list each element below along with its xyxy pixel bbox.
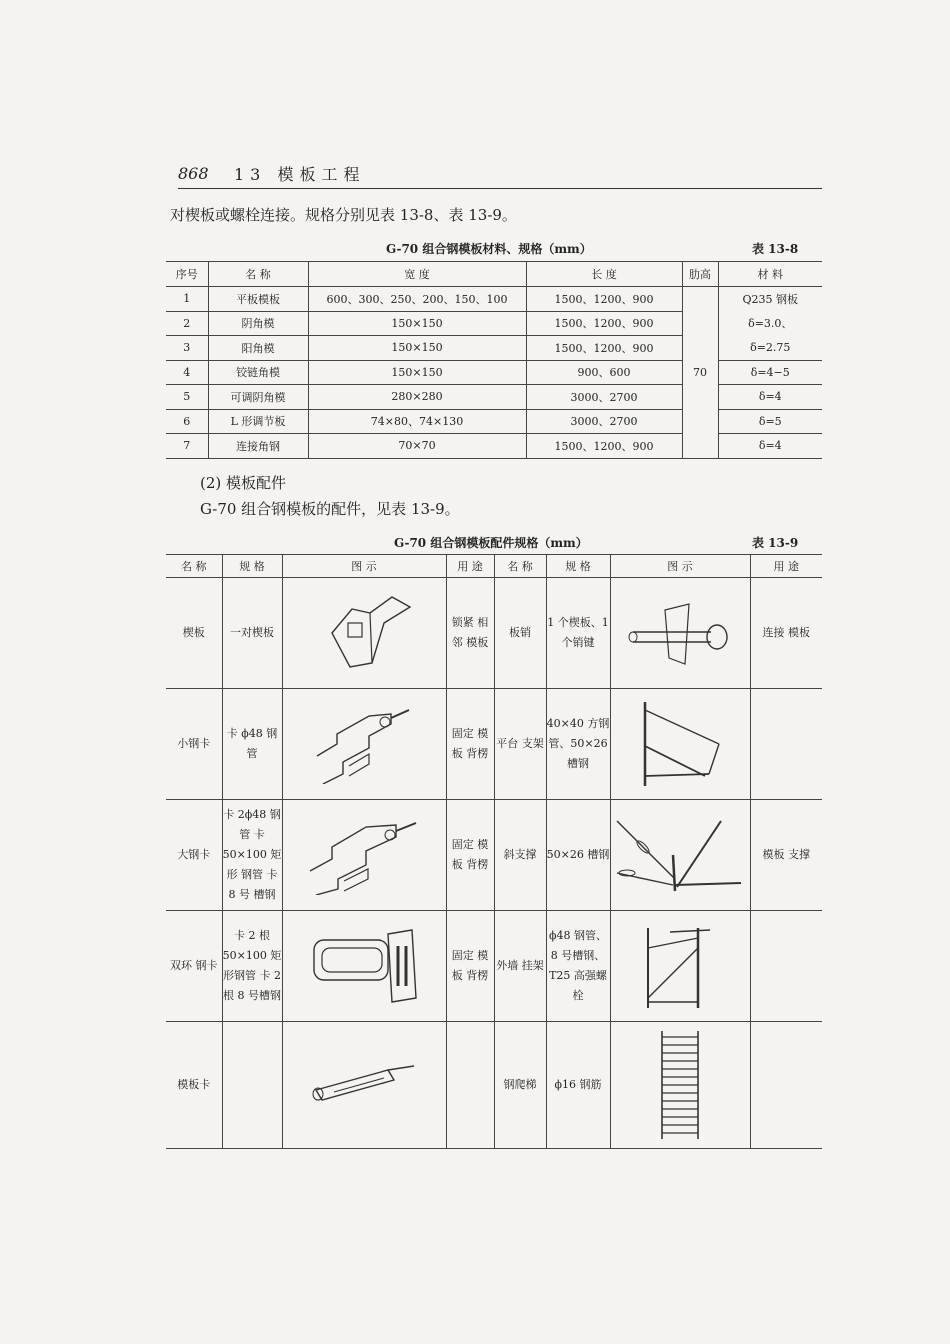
cell-length: 1500、1200、900	[526, 434, 682, 459]
cell-use	[446, 1022, 494, 1149]
cell-width: 600、300、250、200、150、100	[308, 287, 526, 312]
cell-no: 2	[166, 311, 208, 336]
cell-use: 锁紧 相邻 模板	[446, 578, 494, 689]
page-number: 868	[178, 164, 209, 183]
cell-name: 斜支撑	[494, 800, 546, 911]
header-cell: 序号	[166, 262, 208, 287]
cell-material: δ=4	[718, 434, 822, 459]
cell-no: 7	[166, 434, 208, 459]
section-text: G-70 组合钢模板的配件，见表 13-9。	[200, 500, 460, 518]
table-row	[166, 287, 822, 312]
section-title: (2) 模板配件	[200, 474, 287, 492]
cell-width: 150×150	[308, 360, 526, 385]
cell-figure	[610, 911, 750, 1022]
table1-number: 表 13-8	[752, 242, 799, 256]
cell-name: 板销	[494, 578, 546, 689]
platform-bracket-figure	[635, 696, 725, 792]
cell-material: δ=5	[718, 409, 822, 434]
cell-spec: ϕ16 钢筋	[546, 1022, 610, 1149]
cell-material: δ=2.75	[718, 336, 822, 361]
ladder-figure	[650, 1027, 710, 1143]
cell-name: 阳角模	[208, 336, 308, 361]
cell-figure	[610, 1022, 750, 1149]
cell-figure	[282, 800, 446, 911]
header-cell: 规 格	[222, 555, 282, 578]
header-cell: 材 料	[718, 262, 822, 287]
cell-length: 900、600	[526, 360, 682, 385]
cell-name: 平板模板	[208, 287, 308, 312]
cell-spec: 卡 2ϕ48 钢管 卡 50×100 矩形 钢管 卡 8 号 槽钢	[222, 800, 282, 911]
cell-use	[750, 911, 822, 1022]
cell-figure	[282, 1022, 446, 1149]
table-row	[166, 1022, 822, 1149]
table-header-row	[166, 555, 822, 578]
chapter-title: 13 模板工程	[234, 165, 366, 184]
cell-name: 连接角钢	[208, 434, 308, 459]
cell-name: 阴角模	[208, 311, 308, 336]
table-row	[166, 360, 822, 385]
cell-spec: 50×26 槽钢	[546, 800, 610, 911]
table-row	[166, 409, 822, 434]
cell-width: 70×70	[308, 434, 526, 459]
cell-use	[750, 1022, 822, 1149]
header-cell: 图 示	[610, 555, 750, 578]
cell-spec: 卡 ϕ48 钢管	[222, 689, 282, 800]
diagonal-brace-figure	[613, 815, 747, 895]
cell-use: 连接 模板	[750, 578, 822, 689]
header-cell: 用 途	[446, 555, 494, 578]
header-cell: 长 度	[526, 262, 682, 287]
cell-figure	[610, 578, 750, 689]
cell-figure	[610, 689, 750, 800]
cell-width: 280×280	[308, 385, 526, 410]
page-header	[178, 160, 822, 189]
cell-material: Q235 钢板	[718, 287, 822, 312]
cell-rib-height: 70	[682, 287, 718, 459]
cell-spec: 1 个楔板、1 个销键	[546, 578, 610, 689]
table2-title: G-70 组合钢模板配件规格（mm）	[394, 536, 588, 550]
cell-material: δ=4−5	[718, 360, 822, 385]
cell-name: 模板卡	[166, 1022, 222, 1149]
table-row	[166, 311, 822, 336]
table-13-9	[166, 554, 822, 1149]
small-clamp-figure	[309, 704, 419, 784]
cell-name: 平台 支架	[494, 689, 546, 800]
table-row	[166, 336, 822, 361]
cell-figure	[610, 800, 750, 911]
cell-material: δ=4	[718, 385, 822, 410]
cell-use: 固定 模板 背楞	[446, 911, 494, 1022]
cell-length: 3000、2700	[526, 385, 682, 410]
cell-name: 外墙 挂架	[494, 911, 546, 1022]
header-cell: 名 称	[208, 262, 308, 287]
table-row	[166, 911, 822, 1022]
table-row	[166, 434, 822, 459]
cell-width: 74×80、74×130	[308, 409, 526, 434]
cell-spec: 卡 2 根 50×100 矩形钢管 卡 2 根 8 号槽钢	[222, 911, 282, 1022]
cell-no: 5	[166, 385, 208, 410]
cell-no: 1	[166, 287, 208, 312]
cell-name: 楔板	[166, 578, 222, 689]
table-row	[166, 578, 822, 689]
cell-name: 小钢卡	[166, 689, 222, 800]
cell-name: 钢爬梯	[494, 1022, 546, 1149]
pin-figure	[625, 598, 735, 668]
double-ring-clamp-figure	[304, 926, 424, 1006]
cell-name: 双环 钢卡	[166, 911, 222, 1022]
table-header-row	[166, 262, 822, 287]
header-cell: 肋高	[682, 262, 718, 287]
header-cell: 名 称	[166, 555, 222, 578]
cell-width: 150×150	[308, 311, 526, 336]
header-cell: 图 示	[282, 555, 446, 578]
wedge-figure	[314, 593, 414, 673]
cell-no: 4	[166, 360, 208, 385]
cell-length: 1500、1200、900	[526, 336, 682, 361]
cell-use: 固定 模板 背楞	[446, 689, 494, 800]
table1-title: G-70 组合钢模板材料、规格（mm）	[386, 242, 592, 256]
table2-number: 表 13-9	[752, 536, 799, 550]
intro-line: 对楔板或螺栓连接。规格分别见表 13-8、表 13-9。	[170, 206, 517, 224]
header-cell: 名 称	[494, 555, 546, 578]
cell-spec	[222, 1022, 282, 1149]
cell-spec: 40×40 方钢管、50×26 槽钢	[546, 689, 610, 800]
cell-figure	[282, 911, 446, 1022]
large-clamp-figure	[304, 815, 424, 895]
table-row	[166, 689, 822, 800]
cell-spec: ϕ48 钢管、8 号槽钢、T25 高强螺栓	[546, 911, 610, 1022]
cell-width: 150×150	[308, 336, 526, 361]
cell-no: 6	[166, 409, 208, 434]
cell-use: 固定 模板 背楞	[446, 800, 494, 911]
cell-name: 铰链角模	[208, 360, 308, 385]
cell-length: 1500、1200、900	[526, 287, 682, 312]
cell-material: δ=3.0、	[718, 311, 822, 336]
wall-hanger-figure	[640, 918, 720, 1014]
cell-name: L 形调节板	[208, 409, 308, 434]
cell-use: 模板 支撑	[750, 800, 822, 911]
table-13-8	[166, 261, 822, 459]
cell-no: 3	[166, 336, 208, 361]
cell-name: 大钢卡	[166, 800, 222, 911]
cell-length: 1500、1200、900	[526, 311, 682, 336]
header-cell: 宽 度	[308, 262, 526, 287]
table-row	[166, 385, 822, 410]
table-row	[166, 800, 822, 911]
cell-name: 可调阴角模	[208, 385, 308, 410]
cell-length: 3000、2700	[526, 409, 682, 434]
formwork-clip-figure	[304, 1060, 424, 1110]
cell-figure	[282, 689, 446, 800]
cell-figure	[282, 578, 446, 689]
header-cell: 规 格	[546, 555, 610, 578]
cell-spec: 一对楔板	[222, 578, 282, 689]
cell-use	[750, 689, 822, 800]
header-cell: 用 途	[750, 555, 822, 578]
